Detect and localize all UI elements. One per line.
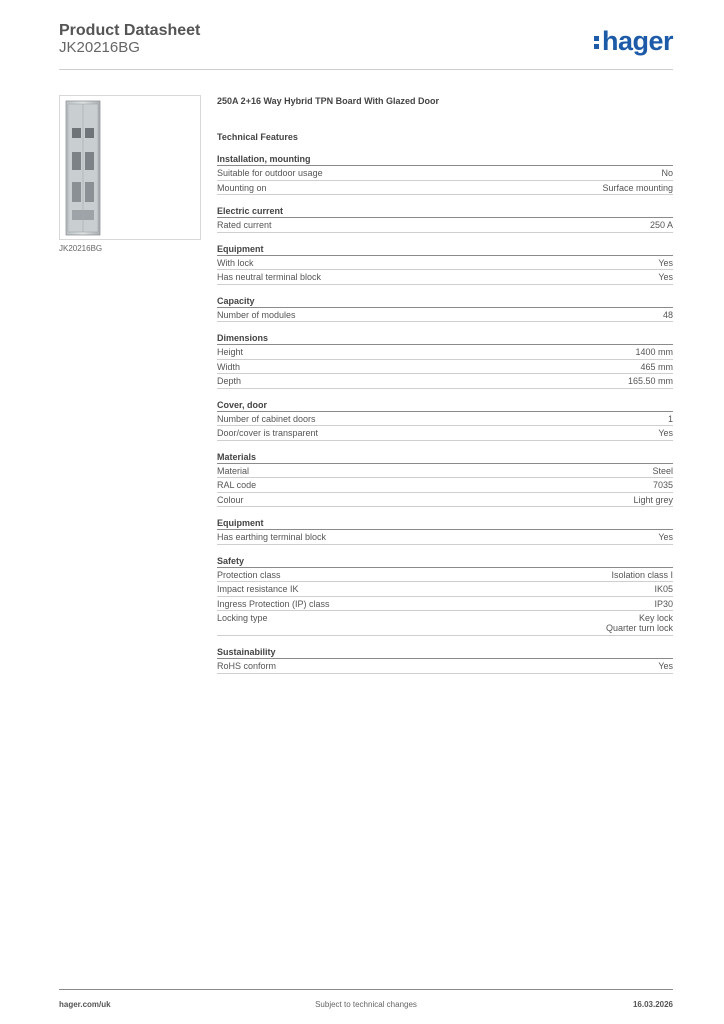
product-title: 250A 2+16 Way Hybrid TPN Board With Glazed Door <box>217 96 440 106</box>
spec-label: Rated current <box>217 220 272 230</box>
section-heading: Equipment <box>217 244 673 256</box>
spec-label: Width <box>217 361 241 372</box>
spec-row <box>217 568 673 583</box>
spec-row <box>217 464 673 479</box>
spec-value: Yes <box>658 428 673 438</box>
spec-row <box>217 611 673 636</box>
spec-label: Material <box>217 465 250 476</box>
spec-value: No <box>661 168 673 178</box>
spec-value-line: Quarter turn lock <box>605 623 673 633</box>
section-heading: Capacity <box>217 296 673 308</box>
product-code: JK20216BG <box>59 39 140 56</box>
page-header <box>59 22 673 70</box>
spec-value: Light grey <box>633 494 673 505</box>
spec-row <box>217 345 673 360</box>
spec-value: 1400 mm <box>635 347 673 357</box>
spec-value: Yes <box>658 257 673 268</box>
spec-label: Protection class <box>217 569 281 580</box>
page-footer <box>59 989 673 1013</box>
spec-value-line: Key lock <box>638 613 673 623</box>
section-heading: Electric current <box>217 206 673 218</box>
product-image <box>59 95 201 240</box>
spec-row <box>217 181 673 196</box>
spec-label: Has earthing terminal block <box>217 532 327 542</box>
spec-value: 48 <box>662 309 673 320</box>
spec-row <box>217 270 673 285</box>
spec-row <box>217 426 673 441</box>
spec-label: Mounting on <box>217 182 267 193</box>
spec-value: 465 mm <box>640 361 673 372</box>
spec-row <box>217 582 673 597</box>
spec-value: Steel <box>652 465 673 476</box>
spec-value: Yes <box>658 661 673 671</box>
spec-row <box>217 166 673 181</box>
spec-value: Isolation class I <box>611 569 673 580</box>
section-heading: Cover, door <box>217 400 673 412</box>
spec-label: Number of modules <box>217 309 296 320</box>
spec-label: Colour <box>217 494 244 505</box>
spec-value: IK05 <box>654 584 673 594</box>
spec-value: IP30 <box>654 598 673 609</box>
spec-value: Yes <box>658 272 673 282</box>
feature-section <box>217 518 673 545</box>
spec-row <box>217 412 673 427</box>
feature-section <box>217 244 673 285</box>
spec-row <box>217 374 673 389</box>
feature-section <box>217 333 673 389</box>
spec-row <box>217 218 673 233</box>
spec-label: Door/cover is transparent <box>217 428 319 438</box>
spec-row <box>217 659 673 674</box>
spec-value <box>606 613 673 633</box>
section-heading: Safety <box>217 556 673 568</box>
footer-notice: Subject to technical changes <box>315 1000 417 1009</box>
section-heading: Installation, mounting <box>217 154 673 166</box>
datasheet-content <box>217 95 673 674</box>
spec-value: Surface mounting <box>602 182 673 193</box>
logo-text: hager <box>601 26 673 56</box>
spec-label: Ingress Protection (IP) class <box>217 598 330 609</box>
feature-section <box>217 206 673 233</box>
footer-date: 16.03.2026 <box>632 1000 673 1009</box>
spec-row <box>217 360 673 375</box>
cabinet-illustration <box>65 100 101 236</box>
spec-row <box>217 597 673 612</box>
section-heading: Materials <box>217 452 673 464</box>
spec-label: Suitable for outdoor usage <box>217 168 323 178</box>
spec-row <box>217 493 673 508</box>
website-link[interactable]: hager.com/uk <box>59 1000 111 1009</box>
feature-section <box>217 400 673 441</box>
spec-label: Has neutral terminal block <box>217 272 322 282</box>
section-heading: Equipment <box>217 518 673 530</box>
spec-row <box>217 256 673 271</box>
feature-section <box>217 556 673 637</box>
spec-value: Yes <box>658 532 673 542</box>
spec-value: 250 A <box>649 220 673 230</box>
spec-row <box>217 530 673 545</box>
feature-section <box>217 647 673 674</box>
spec-label: RoHS conform <box>217 661 277 671</box>
spec-value: 7035 <box>652 480 673 490</box>
section-heading: Sustainability <box>217 647 673 659</box>
spec-label: Number of cabinet doors <box>217 413 316 424</box>
technical-features-heading: Technical Features <box>217 132 298 142</box>
spec-row <box>217 308 673 323</box>
spec-value: 1 <box>667 413 673 424</box>
spec-label: Impact resistance IK <box>217 584 299 594</box>
spec-value: 165.50 mm <box>627 376 673 386</box>
document-title: Product Datasheet <box>59 22 201 39</box>
section-heading: Dimensions <box>217 333 673 345</box>
spec-row <box>217 478 673 493</box>
spec-label: Height <box>217 347 244 357</box>
feature-section <box>217 452 673 508</box>
spec-label: Locking type <box>217 613 268 623</box>
logo-colon-icon <box>594 32 600 50</box>
spec-label: RAL code <box>217 480 257 490</box>
spec-label: Depth <box>217 376 242 386</box>
feature-sections <box>217 154 673 674</box>
spec-label: With lock <box>217 257 254 268</box>
feature-section <box>217 296 673 323</box>
image-caption: JK20216BG <box>59 244 103 253</box>
hager-logo <box>594 26 673 57</box>
feature-section <box>217 154 673 195</box>
